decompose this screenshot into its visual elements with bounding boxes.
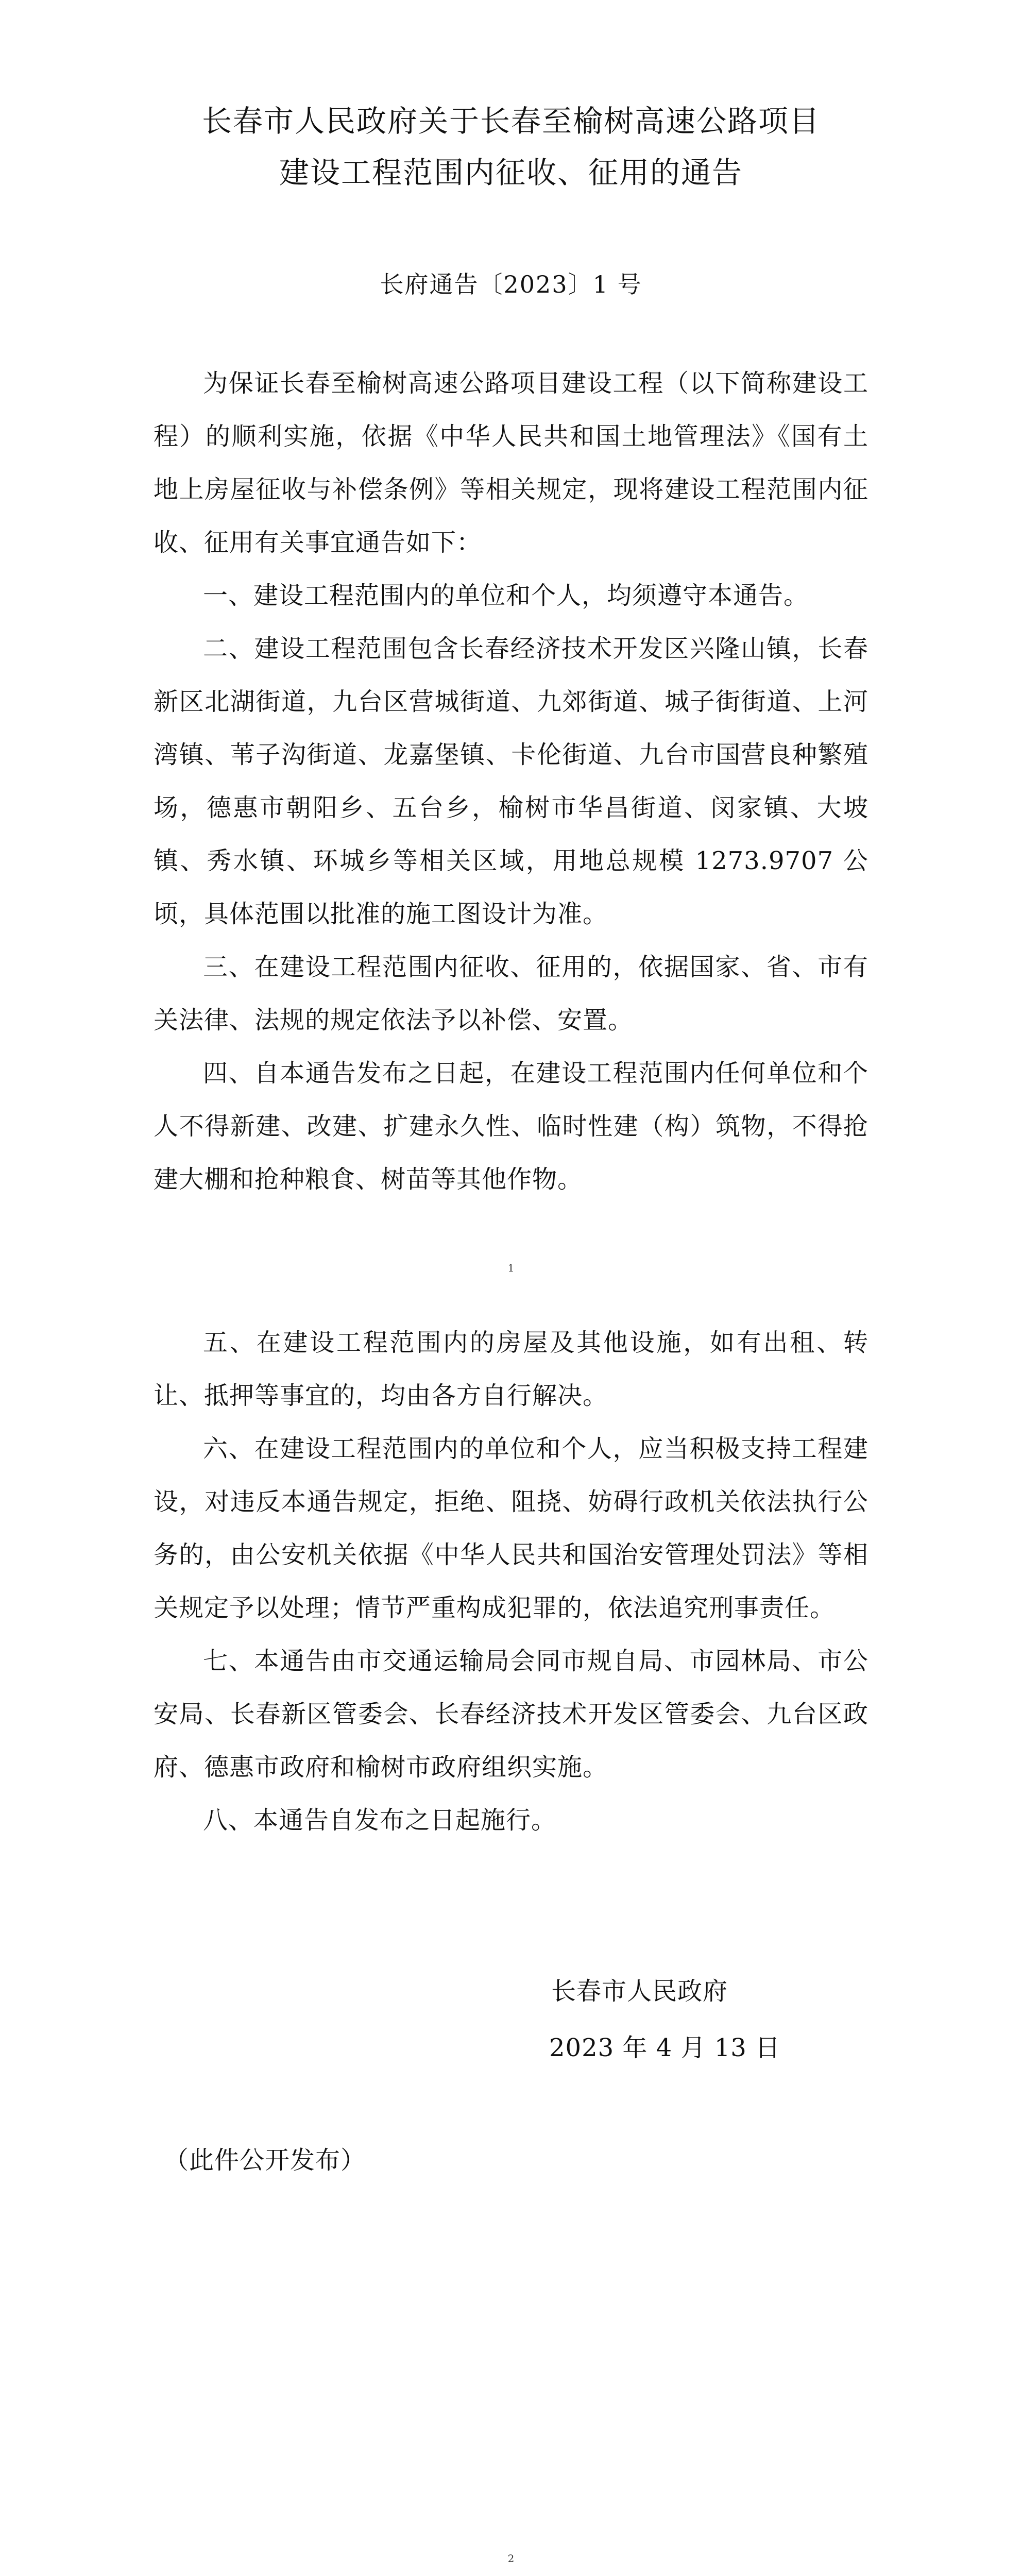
document-page-2 xyxy=(0,1309,1022,2576)
paragraph-item-2: 二、建设工程范围包含长春经济技术开发区兴隆山镇，长春新区北湖街道，九台区营城街道、九郊街道、城子街街道、上河湾镇、苇子沟街道、龙嘉堡镇、卡伦街道、九台市国营良种繁殖场，德惠市朝阳乡、五台乡，榆树市华昌街道、闵家镇、大坡镇、秀水镇、环城乡等相关区域，用地总规模 1273.9707 公顷，具体范围以批准的施工图设计为准。 xyxy=(154,634,868,928)
page-number-2: 2 xyxy=(507,2552,515,2565)
paragraph-item-7: 七、本通告由市交通运输局会同市规自局、市园林局、市公安局、长春新区管委会、长春经济技术开发区管委会、九台区政府、德惠市政府和榆树市政府组织实施。 xyxy=(154,1647,868,1782)
document-title-line-1: 长春市人民政府关于长春至榆树高速公路项目 xyxy=(201,104,820,139)
signature-block xyxy=(549,1963,807,2076)
paragraph-item-1: 一、建设工程范围内的单位和个人，均须遵守本通告。 xyxy=(203,581,809,610)
publish-note: （此件公开发布） xyxy=(164,2146,366,2175)
paragraph-item-3: 三、在建设工程范围内征收、征用的，依据国家、省、市有关法律、法规的规定依法予以补偿、安置。 xyxy=(154,953,868,1035)
document-title-line-2: 建设工程范围内征收、征用的通告 xyxy=(279,155,743,190)
page-number-1: 1 xyxy=(507,1262,515,1274)
paragraph-item-5: 五、在建设工程范围内的房屋及其他设施，如有出租、转让、抵押等事宜的，均由各方自行解决。 xyxy=(154,1328,868,1410)
body-text-page-2 xyxy=(154,1316,868,1847)
body-text-page-1 xyxy=(154,357,868,1206)
paragraph-item-4: 四、自本通告发布之日起，在建设工程范围内任何单位和个人不得新建、改建、扩建永久性、临时性建（构）筑物，不得抢建大棚和抢种粮食、树苗等其他作物。 xyxy=(154,1059,868,1194)
paragraph-intro: 为保证长春至榆树高速公路项目建设工程（以下简称建设工程）的顺利实施，依据《中华人民共和国土地管理法》《国有土地上房屋征收与补偿条例》等相关规定，现将建设工程范围内征收、征用有关事宜通告如下： xyxy=(154,369,868,557)
issuer-name: 长春市人民政府 xyxy=(551,1977,728,2006)
paragraph-item-6: 六、在建设工程范围内的单位和个人，应当积极支持工程建设，对违反本通告规定，拒绝、阻挠、妨碍行政机关依法执行公务的，由公安机关依据《中华人民共和国治安管理处罚法》等相关规定予以处理；情节严重构成犯罪的，依法追究刑事责任。 xyxy=(154,1434,868,1622)
document-number: 长府通告〔2023〕1 号 xyxy=(380,270,642,298)
paragraph-item-8: 八、本通告自发布之日起施行。 xyxy=(203,1806,557,1835)
issue-date: 2023 年 4 月 13 日 xyxy=(549,2033,781,2062)
